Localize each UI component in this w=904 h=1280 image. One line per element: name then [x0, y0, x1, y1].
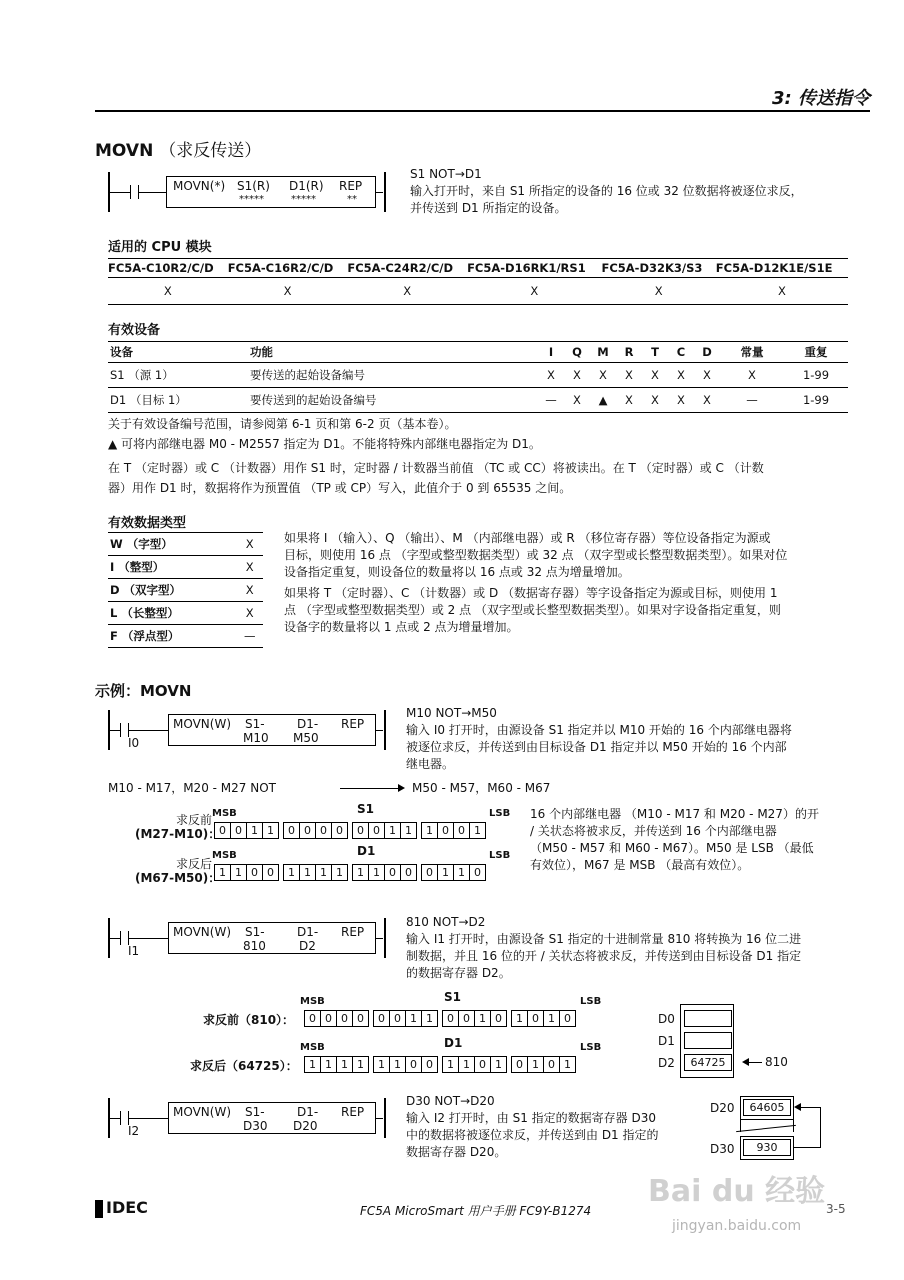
bit-cell: 0 [368, 822, 385, 839]
watermark-url: jingyan.baidu.com [672, 1218, 802, 1234]
ex2-function-box: MOVN(W) S1- D1- REP 810 D2 [168, 922, 376, 954]
bit-group [352, 864, 416, 881]
bit-cell: 0 [559, 1010, 576, 1027]
ex2-after-bits [304, 1056, 580, 1073]
bit-group [352, 822, 416, 839]
right-rail [384, 172, 386, 212]
ex1-input-label: I0 [128, 736, 140, 750]
bit-group [442, 1056, 506, 1073]
ex2-before-label: 求反前（810）： [203, 1013, 295, 1027]
bit-cell: 0 [352, 1010, 369, 1027]
watermark: Bai du 经验 [648, 1174, 826, 1209]
bit-cell: 0 [437, 822, 454, 839]
page-title [95, 136, 261, 161]
bit-cell: 1 [389, 1056, 406, 1073]
bit-cell: 0 [442, 1010, 459, 1027]
ex3-d20-value: 64605 [743, 1099, 791, 1116]
bit-cell: 1 [336, 1056, 353, 1073]
bit-group [304, 1010, 368, 1027]
ex3-d30-value: 930 [743, 1139, 791, 1156]
bit-group [283, 822, 347, 839]
ex2-desc: 810 NOT→D2 输入 I1 打开时，由源设备 S1 指定的十进制常量 810 将转换为 16 位二进 制数据，并且 16 位的开 / 关状态将被求反，并传送到由目标设备 D1 指定 的数据寄存器 D2。 [406, 915, 802, 980]
bit-cell: 0 [458, 1010, 475, 1027]
bit-cell: 0 [543, 1056, 560, 1073]
ex3-function-box: MOVN(W) S1- D1- REP D30 D20 [168, 1102, 376, 1134]
bit-cell: 0 [283, 822, 300, 839]
bit-cell: 1 [400, 822, 417, 839]
bit-group [373, 1010, 437, 1027]
bit-group [214, 822, 278, 839]
bit-cell: 0 [352, 822, 369, 839]
bit-cell: 1 [331, 864, 348, 881]
bit-cell: 1 [527, 1056, 544, 1073]
devices-table: 设备 功能 I Q M R T C D 常量 重复 S1 （源 1） 要传送的起始设备编号 X X X X X X X X 1-99 D1 （目标 1） 要传送到的起始设备编号 — X ▲ X X X X — 1-99 [108, 341, 848, 413]
bit-cell: 1 [299, 864, 316, 881]
ex3-ladder [108, 1098, 388, 1138]
devices-heading: 有效设备 [108, 323, 161, 338]
header-rule [95, 110, 870, 112]
bit-cell: 1 [283, 864, 300, 881]
bit-cell: 1 [262, 822, 279, 839]
bit-cell: 1 [453, 864, 470, 881]
ex1-function-box: MOVN(W) S1- D1- REP M10 M50 [168, 714, 376, 746]
example-heading: 示例：MOVN [95, 682, 192, 700]
bit-cell: 1 [543, 1010, 560, 1027]
footer-manual: FC5A MicroSmart 用户手册 FC9Y-B1274 [360, 1204, 592, 1218]
bit-group [373, 1056, 437, 1073]
ex2-before-bits [304, 1010, 580, 1027]
bit-cell: 0 [400, 864, 417, 881]
footer-page: 3-5 [826, 1202, 846, 1216]
bit-cell: 1 [421, 1010, 438, 1027]
title-sub: （求反传送） [159, 141, 262, 161]
title-main: MOVN [95, 141, 154, 161]
bit-cell: 1 [352, 1056, 369, 1073]
ex2-after-label: 求反后（64725）： [190, 1059, 298, 1073]
ex2-input-label: I1 [128, 944, 140, 958]
bit-cell: 0 [405, 1056, 422, 1073]
bit-group [421, 822, 485, 839]
bit-group [511, 1010, 575, 1027]
ex1-after-label: 求反后 [175, 857, 212, 871]
cpu-heading: 适用的 CPU 模块 [108, 240, 212, 255]
bit-group [304, 1056, 368, 1073]
bit-cell: 1 [352, 864, 369, 881]
bit-cell: 1 [559, 1056, 576, 1073]
ex1-before-label: 求反前 [175, 813, 212, 827]
bit-cell: 0 [384, 864, 401, 881]
bit-cell: 0 [320, 1010, 337, 1027]
bit-cell: 1 [373, 1056, 390, 1073]
bit-group [283, 864, 347, 881]
bit-cell: 0 [421, 864, 438, 881]
ex1-desc: M10 NOT→M50 输入 I0 打开时，由源设备 S1 指定并以 M10 开始的 16 个内部继电器将 被逐位求反，并传送到由目标设备 D1 指定并以 M50 开始的 16 个内部 继电器。 [406, 706, 792, 771]
range-arrow [340, 788, 400, 789]
ex2-d2-value: 64725 [684, 1054, 732, 1071]
bit-cell: 1 [304, 1056, 321, 1073]
ex1-before-bits [214, 822, 490, 839]
datatypes-table: W （字型） X I （整型） X D （双字型） X L （长整型） X F （浮点型） — [108, 532, 263, 648]
ex2-arrow-label: 810 [765, 1055, 788, 1069]
ex1-before-sub: (M27-M10)： [135, 827, 221, 841]
bit-cell: 0 [490, 1010, 507, 1027]
bit-group [421, 864, 485, 881]
device-row-d1: D1 （目标 1） 要传送到的起始设备编号 — X ▲ X X X X — 1-99 [108, 388, 848, 413]
ex1-note: 16 个内部继电器 （M10 - M17 和 M20 - M27）的开 / 关状态将被求反，并传送到 16 个内部继电器 （M50 - M57 和 M60 - M67）。M50 是 LSB （最低 有效位），M67 是 MSB （最高有效位）。 [530, 807, 819, 872]
ex2-arrow [748, 1062, 762, 1063]
device-notes: 关于有效设备编号范围，请参阅第 6-1 页和第 6-2 页（基本卷）。 ▲ 可将内部继电器 M0 - M2557 指定为 D1。不能将特殊内部继电器指定为 D1。 在 T （定时器）或 C （计数器）用作 S1 时，定时器 / 计数器当前值 （TC 或 CC）将被读出。在 T （定时器）或 C （计数 器）用作 D1 时，数据将作为预置值 （TP 或 CP）写入，此值介于 0 到 65535 之间。 [108, 417, 764, 495]
bit-cell: 1 [368, 864, 385, 881]
bit-cell: 0 [511, 1056, 528, 1073]
bit-cell: 0 [389, 1010, 406, 1027]
bit-cell: 0 [299, 822, 316, 839]
bit-cell: 1 [469, 822, 486, 839]
bit-cell: 0 [474, 1056, 491, 1073]
ex1-ladder [108, 710, 388, 750]
bit-cell: 1 [442, 1056, 459, 1073]
bit-cell: 0 [336, 1010, 353, 1027]
ex2-ladder [108, 918, 388, 958]
bit-cell: 1 [230, 864, 247, 881]
ex1-range-right: M50 - M57，M60 - M67 [412, 781, 551, 795]
bit-cell: 1 [437, 864, 454, 881]
bit-cell: 1 [421, 822, 438, 839]
bit-cell: 1 [384, 822, 401, 839]
footer-logo: IDEC [95, 1198, 148, 1218]
bit-cell: 1 [214, 864, 231, 881]
bit-cell: 1 [490, 1056, 507, 1073]
bit-cell: 0 [469, 864, 486, 881]
device-row-s1: S1 （源 1） 要传送的起始设备编号 X X X X X X X X 1-99 [108, 363, 848, 388]
logo-mark [95, 1200, 103, 1218]
datatypes-heading: 有效数据类型 [108, 516, 187, 531]
bit-cell: 0 [421, 1056, 438, 1073]
main-ladder [108, 172, 388, 212]
bit-cell: 1 [458, 1056, 475, 1073]
ex3-desc: D30 NOT→D20 输入 I2 打开时，由 S1 指定的数据寄存器 D30 中的数据将被逐位求反，并传送到由 D1 指定的 数据寄存器 D20。 [406, 1094, 659, 1159]
chapter-title: 3: 传送指令 [772, 88, 870, 109]
bit-group [442, 1010, 506, 1027]
ex1-range-left: M10 - M17，M20 - M27 NOT [108, 781, 276, 795]
ex1-after-sub: (M67-M50)： [135, 871, 221, 885]
bit-cell: 1 [511, 1010, 528, 1027]
bit-group [511, 1056, 575, 1073]
datatypes-desc: 如果将 I （输入）、Q （输出）、M （内部继电器）或 R （移位寄存器）等位设备指定为源或 目标，则使用 16 点 （字型或整型数据类型）或 32 点 （双字型或长整型数据类型）。如果对位 设备指定重复，则设备位的数量将以 16 点或 32 点为增量增加。 如果将 T （定时器）、C （计数器）或 D （数据寄存器）等字设备指定为源或目标，则使用 1 点 （字型或整型数据类型）或 2 点 （双字型或长整型数据类型）。如果对字设备指定重复，则 设备字的数量将以 1 点或 2 点为增量增加。 [284, 531, 788, 634]
cpu-table: FC5A-C10R2/C/D FC5A-C16R2/C/D FC5A-C24R2/C/D FC5A-D16RK1/RS1 FC5A-D32K3/S3 FC5A-D12K1E/S1E X X X X X X [108, 258, 848, 305]
bit-cell: 1 [246, 822, 263, 839]
bit-cell: 0 [246, 864, 263, 881]
ex3-input-label: I2 [128, 1124, 140, 1138]
bit-cell: 0 [214, 822, 231, 839]
bit-cell: 0 [230, 822, 247, 839]
bit-group [214, 864, 278, 881]
main-desc: S1 NOT→D1 输入打开时，来自 S1 所指定的设备的 16 位或 32 位数据将被逐位求反， 并传送到 D1 所指定的设备。 [410, 167, 803, 215]
bit-cell: 1 [474, 1010, 491, 1027]
bit-cell: 1 [315, 864, 332, 881]
bit-cell: 1 [405, 1010, 422, 1027]
ex3-arrow-head [794, 1103, 801, 1111]
main-function-box: MOVN(*) S1(R) D1(R) REP ***** ***** ** [166, 176, 376, 208]
bit-cell: 0 [315, 822, 332, 839]
bit-cell: 0 [262, 864, 279, 881]
bit-cell: 0 [304, 1010, 321, 1027]
bit-cell: 0 [331, 822, 348, 839]
bit-cell: 0 [373, 1010, 390, 1027]
bit-cell: 0 [453, 822, 470, 839]
bit-cell: 1 [320, 1056, 337, 1073]
bit-cell: 0 [527, 1010, 544, 1027]
range-arrow-head [398, 784, 405, 792]
ex1-after-bits [214, 864, 490, 881]
